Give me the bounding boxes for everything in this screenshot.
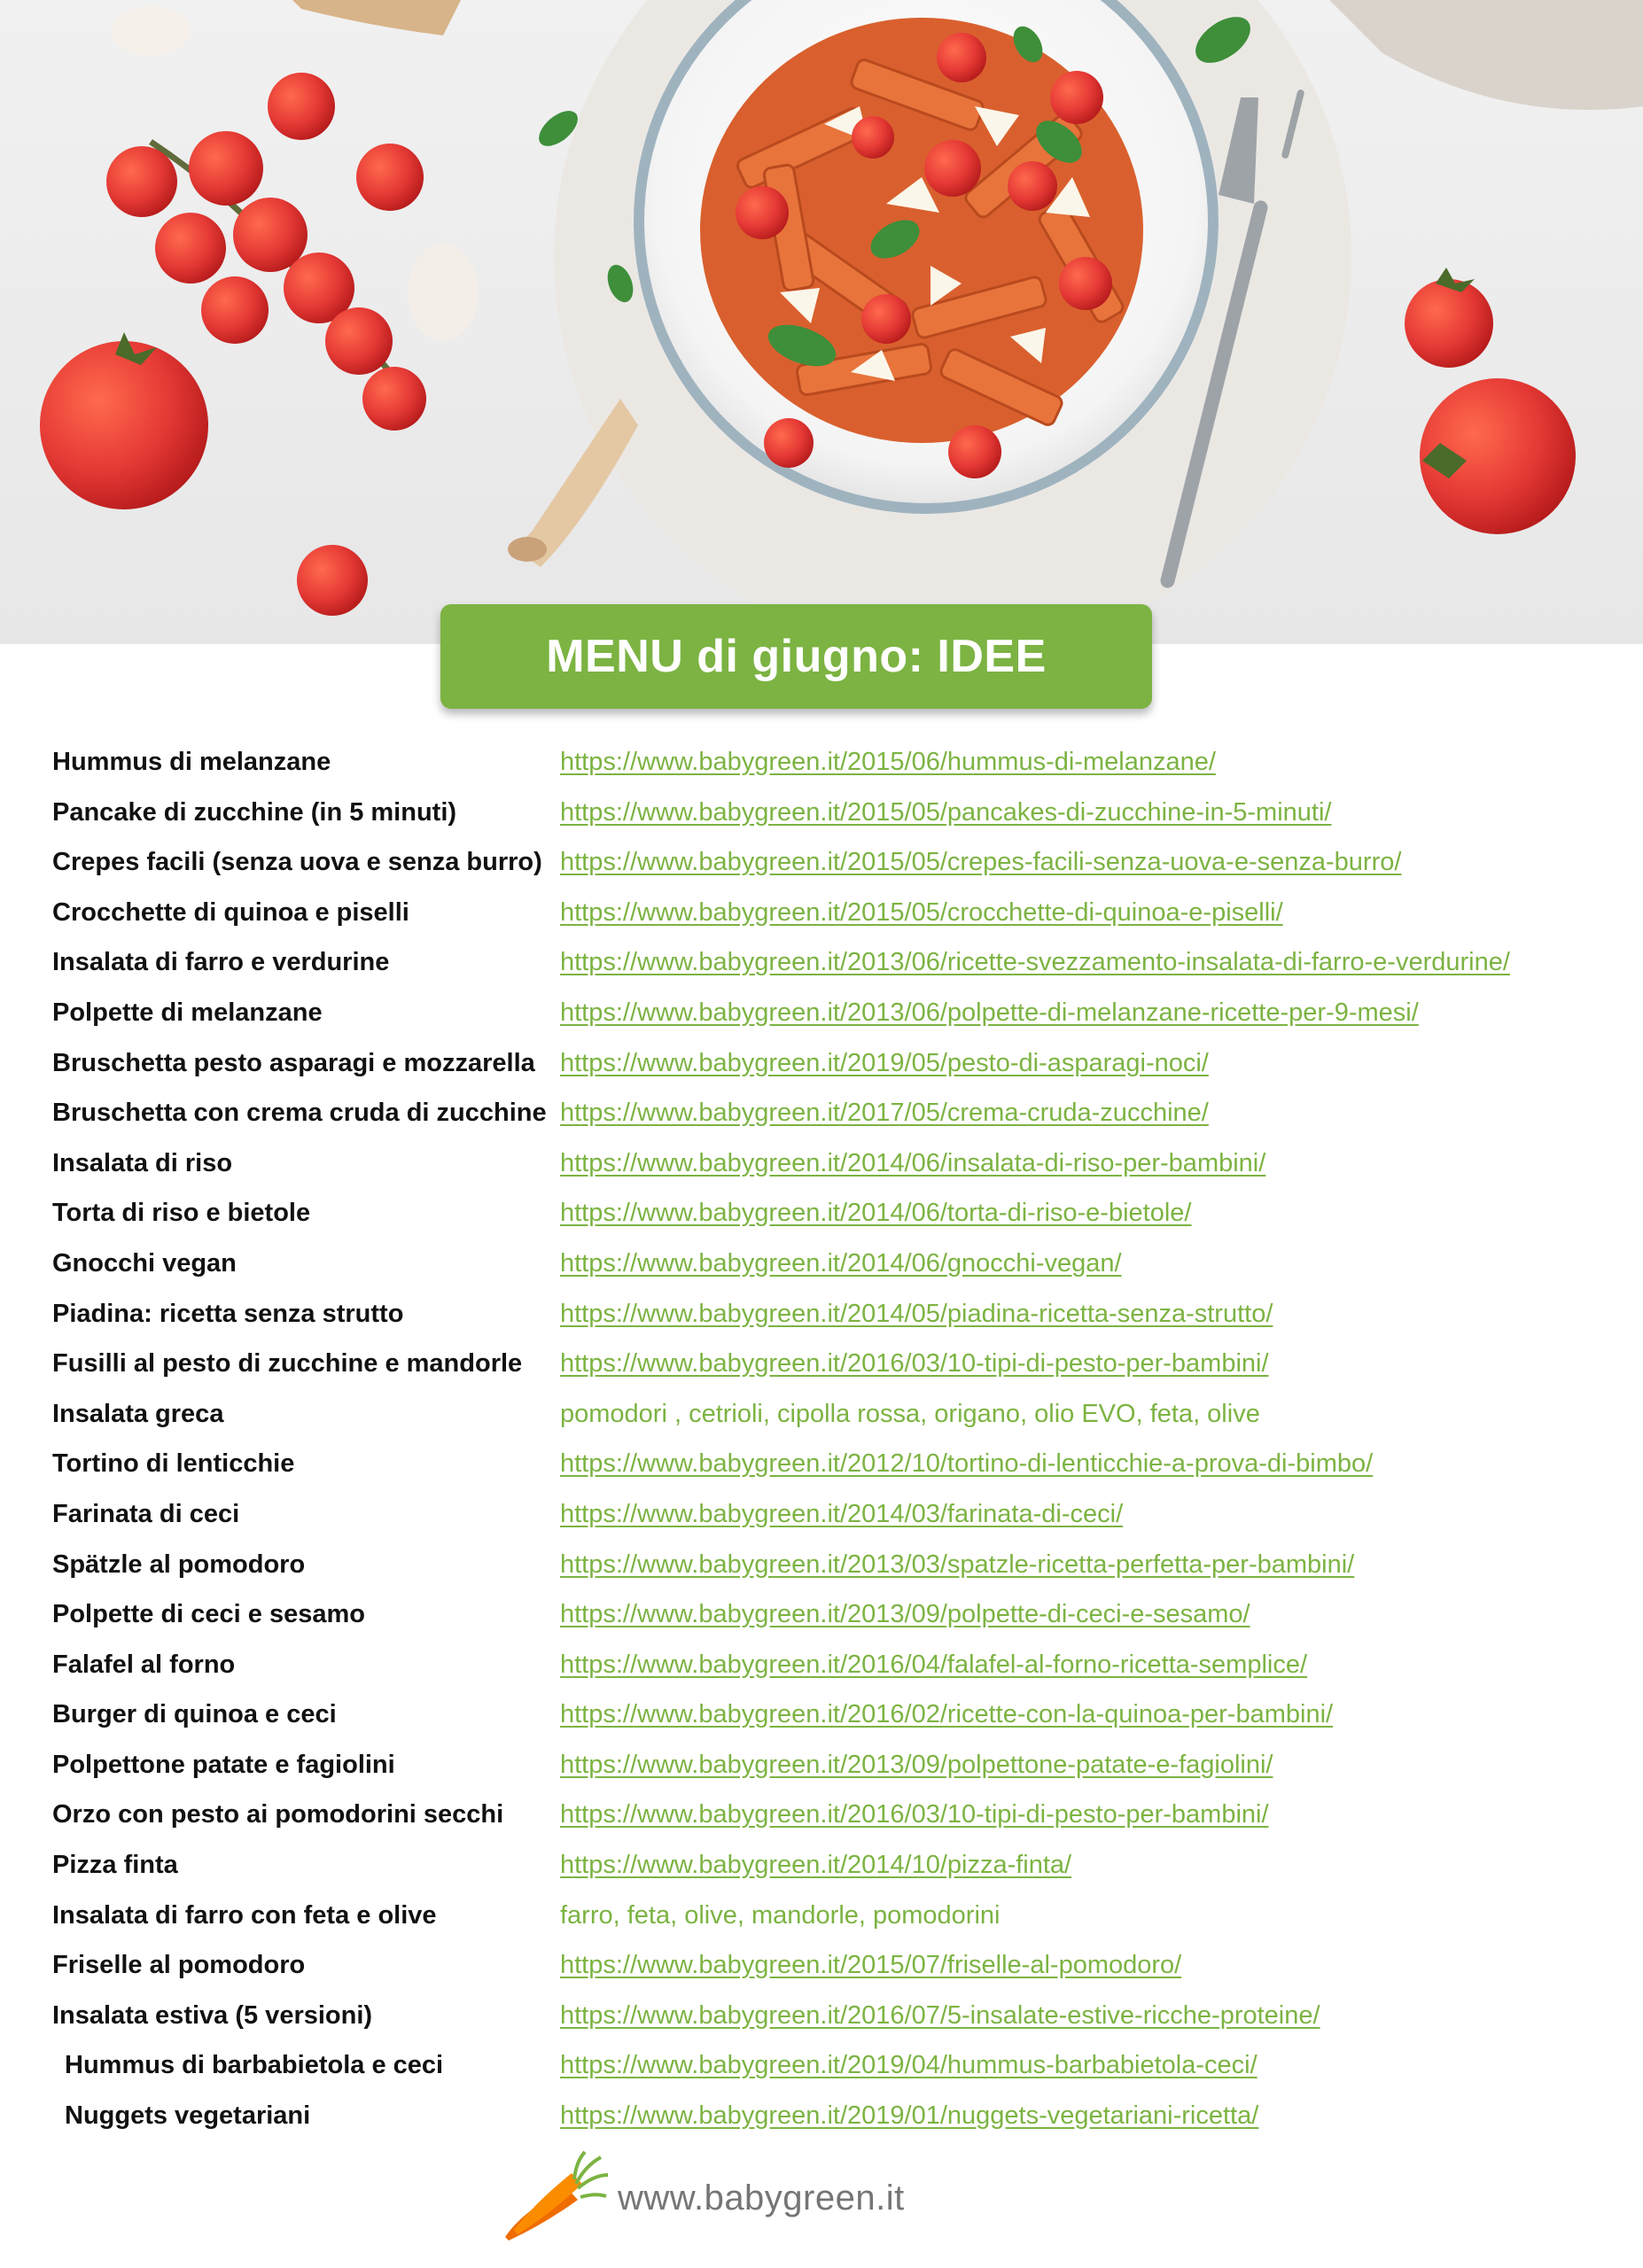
- recipe-link[interactable]: https://www.babygreen.it/2019/04/hummus-barbabietola-ceci/: [560, 2051, 1258, 2080]
- menu-row: [0, 1193, 1643, 1244]
- menu-row: [0, 1093, 1643, 1144]
- dish-name: Piadina: ricetta senza strutto: [52, 1299, 404, 1328]
- dish-name: Spätzle al pomodoro: [52, 1550, 306, 1579]
- dish-name: Bruschetta con crema cruda di zucchine: [52, 1099, 547, 1128]
- dish-name: Insalata di riso: [52, 1148, 233, 1177]
- recipe-link[interactable]: https://www.babygreen.it/2016/03/10-tipi-di-pesto-per-bambini/: [560, 1800, 1269, 1829]
- recipe-link[interactable]: https://www.babygreen.it/2014/06/torta-di-riso-e-bietole/: [560, 1199, 1192, 1228]
- hero-photo: [0, 0, 1643, 644]
- recipe-link[interactable]: https://www.babygreen.it/2016/03/10-tipi-di-pesto-per-bambini/: [560, 1349, 1269, 1379]
- dish-name: Fusilli al pesto di zucchine e mandorle: [52, 1349, 523, 1379]
- recipe-link[interactable]: https://www.babygreen.it/2016/02/ricette-con-la-quinoa-per-bambini/: [560, 1700, 1334, 1729]
- page-title: MENU di giugno: IDEE: [546, 631, 1047, 682]
- menu-row: [0, 1845, 1643, 1896]
- dish-name: Farinata di ceci: [52, 1499, 240, 1528]
- dish-name: Insalata estiva (5 versioni): [52, 2000, 373, 2030]
- menu-row: [0, 1996, 1643, 2047]
- recipe-link[interactable]: https://www.babygreen.it/2014/06/gnocchi-vegan/: [560, 1248, 1122, 1278]
- menu-row: [0, 843, 1643, 893]
- menu-row: [0, 1294, 1643, 1345]
- recipe-link[interactable]: https://www.babygreen.it/2012/10/tortino-di-lenticchie-a-prova-di-bimbo/: [560, 1449, 1374, 1479]
- dish-name: Bruschetta pesto asparagi e mozzarella: [52, 1048, 535, 1077]
- recipe-link[interactable]: https://www.babygreen.it/2016/07/5-insalate-estive-ricche-proteine/: [560, 2000, 1320, 2030]
- menu-row: [0, 1144, 1643, 1194]
- dish-name: Insalata greca: [52, 1399, 224, 1428]
- menu-row: [0, 1545, 1643, 1596]
- recipe-link[interactable]: https://www.babygreen.it/2019/05/pesto-di-asparagi-noci/: [560, 1048, 1209, 1077]
- dish-name: Polpette di melanzane: [52, 998, 323, 1027]
- menu-row: [0, 1896, 1643, 1946]
- recipe-link[interactable]: https://www.babygreen.it/2015/05/crocchette-di-quinoa-e-piselli/: [560, 897, 1283, 927]
- recipe-link[interactable]: https://www.babygreen.it/2015/07/friselle-al-pomodoro/: [560, 1951, 1182, 1980]
- menu-row: [0, 1444, 1643, 1495]
- dish-name: Falafel al forno: [52, 1650, 236, 1679]
- dish-name: Pizza finta: [52, 1851, 178, 1880]
- dish-name: Nuggets vegetariani: [65, 2101, 311, 2131]
- menu-row: [0, 1244, 1643, 1294]
- menu-list: [0, 742, 1643, 2147]
- dish-name: Hummus di barbabietola e ceci: [65, 2051, 444, 2080]
- dish-name: Polpette di ceci e sesamo: [52, 1600, 365, 1629]
- menu-row: [0, 1044, 1643, 1094]
- menu-row: [0, 943, 1643, 993]
- menu-row: [0, 993, 1643, 1044]
- menu-row: [0, 2046, 1643, 2096]
- menu-row: [0, 1645, 1643, 1696]
- recipe-link[interactable]: https://www.babygreen.it/2014/05/piadina-ricetta-senza-strutto/: [560, 1299, 1273, 1328]
- recipe-link[interactable]: https://www.babygreen.it/2013/09/polpette-di-ceci-e-sesamo/: [560, 1600, 1250, 1629]
- dish-name: Insalata di farro con feta e olive: [52, 1900, 437, 1930]
- menu-row: [0, 1394, 1643, 1445]
- dish-name: Orzo con pesto ai pomodorini secchi: [52, 1800, 504, 1829]
- dish-name: Gnocchi vegan: [52, 1248, 237, 1278]
- recipe-link[interactable]: https://www.babygreen.it/2013/03/spatzle-ricetta-perfetta-per-bambini/: [560, 1550, 1355, 1579]
- dish-name: Pancake di zucchine (in 5 minuti): [52, 797, 457, 827]
- carrot-icon: [496, 2148, 611, 2246]
- menu-row: [0, 742, 1643, 793]
- menu-row: [0, 1695, 1643, 1745]
- recipe-link[interactable]: https://www.babygreen.it/2015/06/hummus-di-melanzane/: [560, 748, 1216, 776]
- recipe-link[interactable]: https://www.babygreen.it/2017/05/crema-cruda-zucchine/: [560, 1099, 1209, 1128]
- title-banner: [440, 604, 1152, 709]
- menu-row: [0, 1795, 1643, 1845]
- recipe-link[interactable]: https://www.babygreen.it/2019/01/nuggets-vegetariani-ricetta/: [560, 2101, 1259, 2131]
- ingredients-text: pomodori , cetrioli, cipolla rossa, origano, olio EVO, feta, olive: [560, 1399, 1260, 1428]
- dish-name: Tortino di lenticchie: [52, 1449, 295, 1479]
- recipe-link[interactable]: https://www.babygreen.it/2015/05/pancakes-di-zucchine-in-5-minuti/: [560, 797, 1332, 827]
- dish-name: Friselle al pomodoro: [52, 1951, 306, 1980]
- menu-row: [0, 893, 1643, 944]
- dish-name: Torta di riso e bietole: [52, 1199, 311, 1228]
- dish-name: Crepes facili (senza uova e senza burro): [52, 848, 542, 877]
- menu-row: [0, 1946, 1643, 1996]
- recipe-link[interactable]: https://www.babygreen.it/2016/04/falafel-al-forno-ricetta-semplice/: [560, 1650, 1308, 1679]
- menu-row: [0, 1595, 1643, 1645]
- menu-row: [0, 1745, 1643, 1796]
- pasta-dish-illustration: [0, 0, 1643, 644]
- dish-name: Crocchette di quinoa e piselli: [52, 897, 409, 927]
- recipe-link[interactable]: https://www.babygreen.it/2014/03/farinata-di-ceci/: [560, 1499, 1124, 1528]
- menu-row: [0, 1344, 1643, 1394]
- dish-name: Insalata di farro e verdurine: [52, 948, 390, 977]
- recipe-link[interactable]: https://www.babygreen.it/2015/05/crepes-facili-senza-uova-e-senza-burro/: [560, 848, 1402, 877]
- footer: [496, 2148, 1028, 2246]
- recipe-link[interactable]: https://www.babygreen.it/2014/10/pizza-finta/: [560, 1851, 1072, 1880]
- recipe-link[interactable]: https://www.babygreen.it/2014/06/insalata-di-riso-per-bambini/: [560, 1148, 1266, 1177]
- footer-site-url[interactable]: www.babygreen.it: [618, 2179, 905, 2218]
- menu-row: [0, 793, 1643, 843]
- dish-name: Polpettone patate e fagiolini: [52, 1750, 395, 1779]
- recipe-link[interactable]: https://www.babygreen.it/2013/06/polpette-di-melanzane-ricette-per-9-mesi/: [560, 998, 1419, 1027]
- ingredients-text: farro, feta, olive, mandorle, pomodorini: [560, 1900, 1001, 1930]
- recipe-link[interactable]: https://www.babygreen.it/2013/06/ricette-svezzamento-insalata-di-farro-e-verdurine/: [560, 948, 1510, 977]
- recipe-link[interactable]: https://www.babygreen.it/2013/09/polpettone-patate-e-fagiolini/: [560, 1750, 1273, 1779]
- dish-name: Hummus di melanzane: [52, 748, 331, 776]
- menu-row: [0, 1495, 1643, 1545]
- dish-name: Burger di quinoa e ceci: [52, 1700, 337, 1729]
- menu-row: [0, 2096, 1643, 2147]
